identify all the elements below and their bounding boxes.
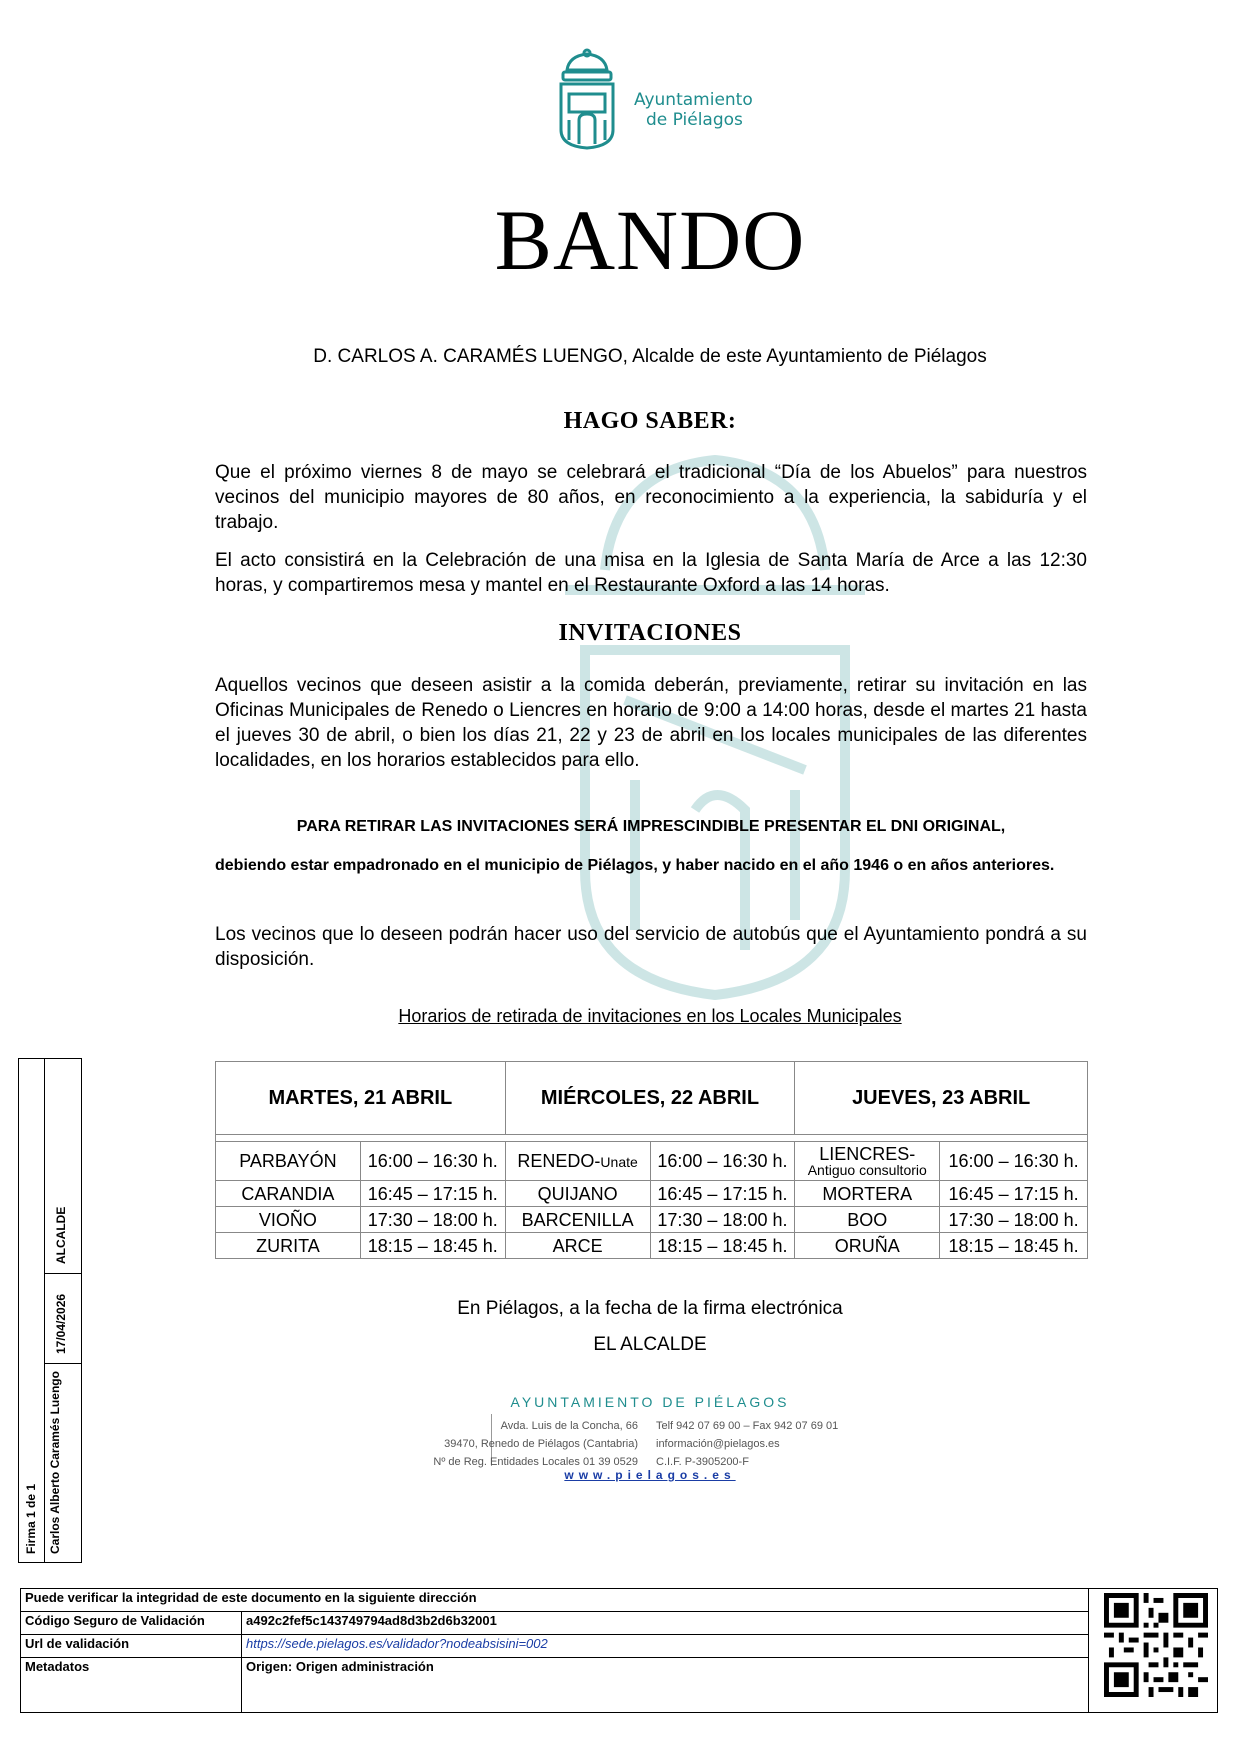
table-row xyxy=(216,1142,1088,1181)
schedule-header-row xyxy=(216,1062,1088,1135)
place-cell: ORUÑA xyxy=(795,1233,940,1259)
meta-label: Metadatos xyxy=(21,1658,242,1713)
place-cell: ARCE xyxy=(505,1233,650,1259)
paragraph-invitations: Aquellos vecinos que deseen asistir a la comida deberán, previamente, retirar su invitación en las Oficinas Municipales de Renedo o Liencres en horario de 9:00 a 14:00 horas, desde el martes 21 hasta el jueves 30 de abril, o bien los días 21, 22 y 23 de abril en los locales municipales de las diferentes localidades, en los horarios establecidos para ello. xyxy=(215,675,1087,771)
place-cell: QUIJANO xyxy=(505,1181,650,1207)
footer-phone: Telf 942 07 69 00 – Fax 942 07 69 01 xyxy=(656,1420,839,1432)
closing-place-date: En Piélagos, a la fecha de la firma electrónica xyxy=(457,1298,843,1319)
qr-code-icon xyxy=(1104,1593,1208,1697)
footer-org-name: AYUNTAMIENTO DE PIÉLAGOS xyxy=(510,1394,790,1410)
place-cell: BOO xyxy=(795,1207,940,1233)
time-cell: 16:45 – 17:15 h. xyxy=(940,1181,1088,1207)
signature-box xyxy=(18,1058,82,1563)
signature-name: Carlos Alberto Caramés Luengo xyxy=(48,1371,62,1554)
validation-url-link[interactable]: https://sede.pielagos.es/validador?nodeabsisini=002 xyxy=(246,1636,548,1651)
schedule-caption: Horarios de retirada de invitaciones en los Locales Municipales xyxy=(398,1006,902,1026)
place-name: RENEDO- xyxy=(517,1150,601,1171)
place-cell: MORTERA xyxy=(795,1181,940,1207)
place-cell: PARBAYÓN xyxy=(216,1142,361,1181)
paragraph-bus: Los vecinos que lo deseen podrán hacer uso del servicio de autobús que el Ayuntamiento pondrá a su disposición. xyxy=(215,924,1087,970)
paragraph-event: Que el próximo viernes 8 de mayo se celebrará el tradicional “Día de los Abuelos” para nuestros vecinos del municipio mayores de 80 años, en reconocimiento a la experiencia, la sabiduría y el trabajo. xyxy=(215,462,1087,533)
place-cell: BARCENILLA xyxy=(505,1207,650,1233)
time-cell: 18:15 – 18:45 h. xyxy=(360,1233,505,1259)
time-cell: 18:15 – 18:45 h. xyxy=(940,1233,1088,1259)
footer-email: información@pielagos.es xyxy=(656,1438,780,1450)
logo-text xyxy=(634,90,753,130)
paragraph-program: El acto consistirá en la Celebración de una misa en la Iglesia de Santa María de Arce a las 12:30 horas, y compartiremos mesa y mantel en el Restaurante Oxford a las 14 horas. xyxy=(215,550,1087,596)
header-martes: MARTES, 21 ABRIL xyxy=(216,1062,506,1135)
table-row xyxy=(216,1233,1088,1259)
place-subname: Antiguo consultorio xyxy=(807,1162,927,1178)
footer-address-line-3: Nº de Reg. Entidades Locales 01 39 0529 xyxy=(433,1456,638,1468)
csv-value: a492c2fef5c143749794ad8d3b2d6b32001 xyxy=(242,1612,1089,1635)
logo-line-2: de Piélagos xyxy=(646,110,743,130)
coat-of-arms-logo xyxy=(557,48,617,150)
url-label: Url de validación xyxy=(21,1635,242,1658)
place-cell xyxy=(795,1142,940,1181)
heading-hago-saber: HAGO SABER: xyxy=(563,408,737,434)
table-row xyxy=(216,1181,1088,1207)
header-jueves: JUEVES, 23 ABRIL xyxy=(795,1062,1088,1135)
footer-contact xyxy=(656,1417,916,1471)
notice-requirements: debiendo estar empadronado en el municipio de Piélagos, y haber nacido en el año 1946 o en años anteriores. xyxy=(215,857,1055,874)
csv-label: Código Seguro de Validación xyxy=(21,1612,242,1635)
time-cell: 16:00 – 16:30 h. xyxy=(650,1142,795,1181)
document-title: BANDO xyxy=(494,192,806,288)
signature-date: 17/04/2026 xyxy=(54,1293,68,1354)
time-cell: 18:15 – 18:45 h. xyxy=(650,1233,795,1259)
table-row xyxy=(216,1207,1088,1233)
signature-firma: Firma 1 de 1 xyxy=(24,1483,38,1554)
place-cell: CARANDIA xyxy=(216,1181,361,1207)
time-cell: 16:00 – 16:30 h. xyxy=(940,1142,1088,1181)
mayor-line: D. CARLOS A. CARAMÉS LUENGO, Alcalde de este Ayuntamiento de Piélagos xyxy=(313,346,987,367)
header-miercoles: MIÉRCOLES, 22 ABRIL xyxy=(505,1062,795,1135)
time-cell: 16:00 – 16:30 h. xyxy=(360,1142,505,1181)
place-cell xyxy=(505,1142,650,1181)
url-cell xyxy=(242,1635,1089,1658)
notice-dni: PARA RETIRAR LAS INVITACIONES SERÁ IMPRESCINDIBLE PRESENTAR EL DNI ORIGINAL, xyxy=(296,818,1006,835)
footer-website-link[interactable]: www.pielagos.es xyxy=(564,1468,736,1482)
footer-address-line-1: Avda. Luis de la Concha, 66 xyxy=(500,1420,638,1432)
meta-value: Origen: Origen administración xyxy=(242,1658,1089,1713)
footer-cif: C.I.F. P-3905200-F xyxy=(656,1456,749,1468)
place-cell: ZURITA xyxy=(216,1233,361,1259)
schedule-table xyxy=(215,1061,1088,1259)
logo-line-1: Ayuntamiento xyxy=(634,90,753,110)
heading-invitaciones: INVITACIONES xyxy=(558,620,742,646)
verification-table xyxy=(20,1588,1218,1713)
signature-role: ALCALDE xyxy=(54,1206,68,1264)
footer-address xyxy=(360,1417,638,1471)
time-cell: 17:30 – 18:00 h. xyxy=(940,1207,1088,1233)
time-cell: 17:30 – 18:00 h. xyxy=(360,1207,505,1233)
time-cell: 16:45 – 17:15 h. xyxy=(360,1181,505,1207)
place-cell: VIOÑO xyxy=(216,1207,361,1233)
place-subname: Unate xyxy=(600,1153,638,1170)
time-cell: 17:30 – 18:00 h. xyxy=(650,1207,795,1233)
time-cell: 16:45 – 17:15 h. xyxy=(650,1181,795,1207)
verification-intro: Puede verificar la integridad de este documento en la siguiente dirección xyxy=(21,1589,1089,1612)
place-name: LIENCRES- xyxy=(819,1144,916,1164)
closing-signer: EL ALCALDE xyxy=(593,1334,707,1355)
footer-address-line-2: 39470, Renedo de Piélagos (Cantabria) xyxy=(444,1438,638,1450)
